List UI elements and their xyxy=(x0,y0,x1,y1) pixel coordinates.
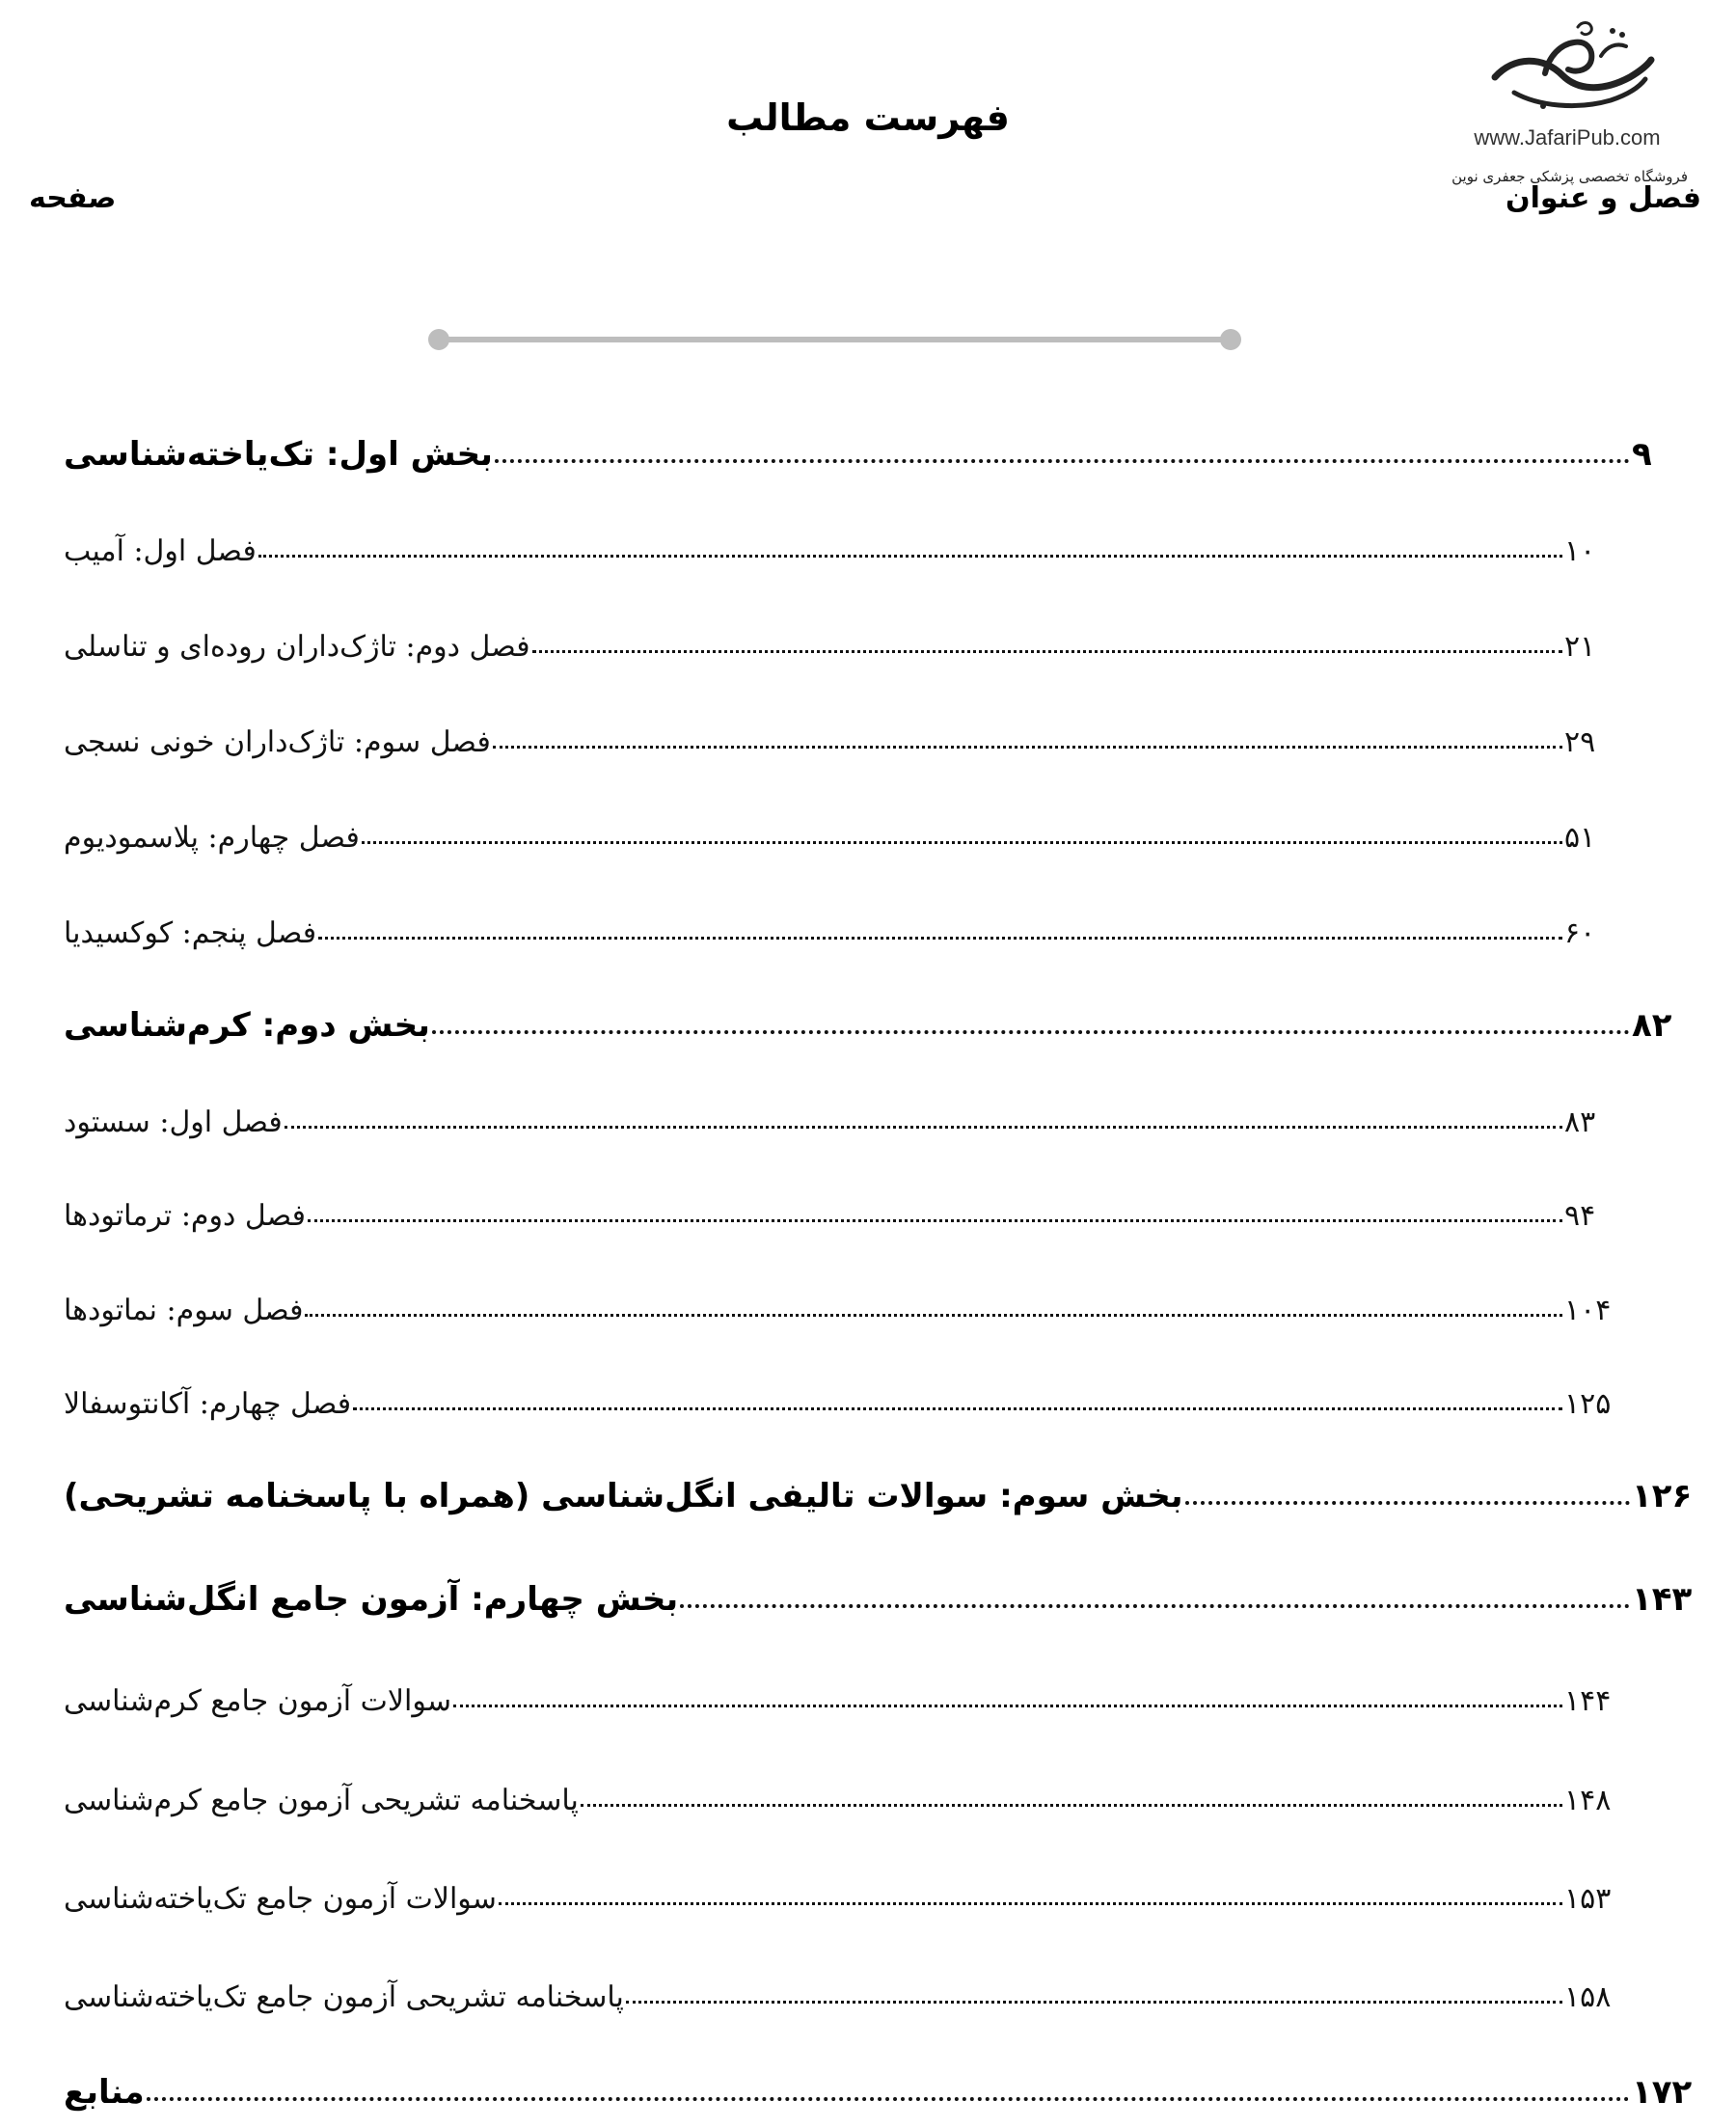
chapter-column-heading: فصل و عنوان xyxy=(1505,181,1701,215)
toc-entry-title: پاسخنامه تشریحی آزمون جامع تک‌یاخته‌شناسی xyxy=(64,1980,624,2014)
toc-entry[interactable] xyxy=(58,1953,1632,2015)
toc-leader-dots xyxy=(147,2097,1630,2101)
toc-leader-dots xyxy=(453,1705,1562,1707)
toc-entry-title: سوالات آزمون جامع تک‌یاخته‌شناسی xyxy=(64,1882,497,1916)
toc-leader-dots xyxy=(626,2001,1562,2004)
toc-leader-dots xyxy=(495,459,1630,463)
toc-entry-title: فصل سوم: نماتودها xyxy=(64,1294,304,1327)
toc-entry[interactable] xyxy=(58,794,1632,856)
toc-entry[interactable] xyxy=(58,1078,1632,1140)
publisher-store-name: فروشگاه تخصصی پزشکی جعفری نوین xyxy=(1451,168,1688,185)
toc-entry-page: ۱۰ xyxy=(1564,534,1596,568)
toc-entry-title: فصل اول: آمیب xyxy=(64,534,257,568)
toc-entry[interactable] xyxy=(58,2051,1699,2113)
toc-entry[interactable] xyxy=(58,1757,1632,1818)
toc-entry-page: ۲۹ xyxy=(1564,725,1596,759)
toc-entry-page: ۹۴ xyxy=(1564,1199,1596,1233)
toc-leader-dots xyxy=(499,1902,1562,1905)
toc-entry-page: ۸۳ xyxy=(1564,1105,1596,1139)
toc-leader-dots xyxy=(308,1219,1562,1222)
toc-leader-dots xyxy=(362,841,1562,844)
toc-entry-page: ۸۲ xyxy=(1632,1006,1672,1046)
toc-leader-dots xyxy=(432,1030,1630,1034)
jafari-calligraphy-logo-icon xyxy=(1485,17,1659,119)
toc-leader-dots xyxy=(305,1314,1562,1317)
toc-entry-title: منابع xyxy=(64,2073,145,2113)
toc-entry-title: فصل دوم: ترماتودها xyxy=(64,1199,306,1233)
toc-entry[interactable] xyxy=(58,698,1632,760)
toc-entry-title: بخش چهارم: آزمون جامع انگل‌شناسی xyxy=(64,1580,679,1620)
toc-entry[interactable] xyxy=(58,1657,1632,1719)
toc-entry-page: ۱۷۲ xyxy=(1632,2073,1693,2113)
toc-leader-dots xyxy=(285,1126,1562,1129)
toc-entry-page: ۲۱ xyxy=(1564,630,1596,664)
toc-entry[interactable] xyxy=(58,1360,1632,1422)
toc-entry-title: پاسخنامه تشریحی آزمون جامع کرم‌شناسی xyxy=(64,1784,579,1817)
toc-entry-page: ۱۴۸ xyxy=(1564,1784,1612,1817)
toc-entry-title: فصل اول: سستود xyxy=(64,1105,283,1139)
toc-leader-dots xyxy=(318,937,1562,940)
toc-entry-page: ۱۵۸ xyxy=(1564,1980,1612,2014)
toc-entry[interactable] xyxy=(58,1455,1699,1516)
toc-entry-page: ۱۴۴ xyxy=(1564,1684,1612,1718)
toc-entry-title: بخش اول: تک‌یاخته‌شناسی xyxy=(64,435,493,475)
toc-entry-page: ۱۲۵ xyxy=(1564,1387,1612,1421)
toc-entry-page: ۱۴۳ xyxy=(1632,1580,1693,1620)
toc-entry-page: ۱۵۳ xyxy=(1564,1882,1612,1916)
toc-entry-page: ۱۰۴ xyxy=(1564,1294,1612,1327)
toc-entry[interactable] xyxy=(58,413,1699,475)
toc-entry-title: بخش دوم: کرم‌شناسی xyxy=(64,1006,430,1046)
decorative-divider xyxy=(427,328,1242,351)
toc-entry[interactable] xyxy=(58,984,1699,1046)
toc-leader-dots xyxy=(258,555,1562,558)
toc-entry[interactable] xyxy=(58,507,1632,569)
toc-entry-page: ۶۰ xyxy=(1564,916,1596,950)
page-title: فهرست مطالب xyxy=(726,96,1010,139)
toc-entry[interactable] xyxy=(58,1172,1632,1234)
toc-leader-dots xyxy=(493,746,1562,749)
publisher-url: www.JafariPub.com xyxy=(1474,125,1661,150)
toc-entry[interactable] xyxy=(58,1267,1632,1328)
divider-end-dot xyxy=(1220,329,1241,350)
toc-leader-dots xyxy=(532,650,1562,653)
toc-entry-page: ۹ xyxy=(1632,435,1652,475)
toc-leader-dots xyxy=(353,1407,1562,1410)
toc-entry-page: ۱۲۶ xyxy=(1632,1477,1693,1516)
table-of-contents xyxy=(0,413,1736,2120)
toc-entry-title: فصل پنجم: کوکسیدیا xyxy=(64,916,317,950)
toc-entry-title: بخش سوم: سوالات تالیفی انگل‌شناسی (همراه با پاسخنامه تشریحی) xyxy=(64,1477,1183,1516)
toc-entry[interactable] xyxy=(58,603,1632,665)
toc-entry[interactable] xyxy=(58,1855,1632,1917)
toc-leader-dots xyxy=(1185,1501,1630,1505)
toc-leader-dots xyxy=(680,1604,1630,1608)
publisher-logo xyxy=(1427,17,1707,191)
toc-entry-page: ۵۱ xyxy=(1564,821,1596,855)
toc-entry[interactable] xyxy=(58,1558,1699,1620)
toc-entry-title: فصل چهارم: آکانتوسفالا xyxy=(64,1387,352,1421)
toc-leader-dots xyxy=(581,1804,1562,1807)
toc-entry-title: فصل دوم: تاژک‌داران روده‌ای و تناسلی xyxy=(64,630,530,664)
toc-entry-title: فصل چهارم: پلاسمودیوم xyxy=(64,821,360,855)
page-column-heading: صفحه xyxy=(29,181,117,215)
divider-end-dot xyxy=(428,329,449,350)
toc-entry-title: فصل سوم: تاژک‌داران خونی نسجی xyxy=(64,725,491,759)
toc-entry-title: سوالات آزمون جامع کرم‌شناسی xyxy=(64,1684,451,1718)
toc-entry[interactable] xyxy=(58,889,1632,951)
